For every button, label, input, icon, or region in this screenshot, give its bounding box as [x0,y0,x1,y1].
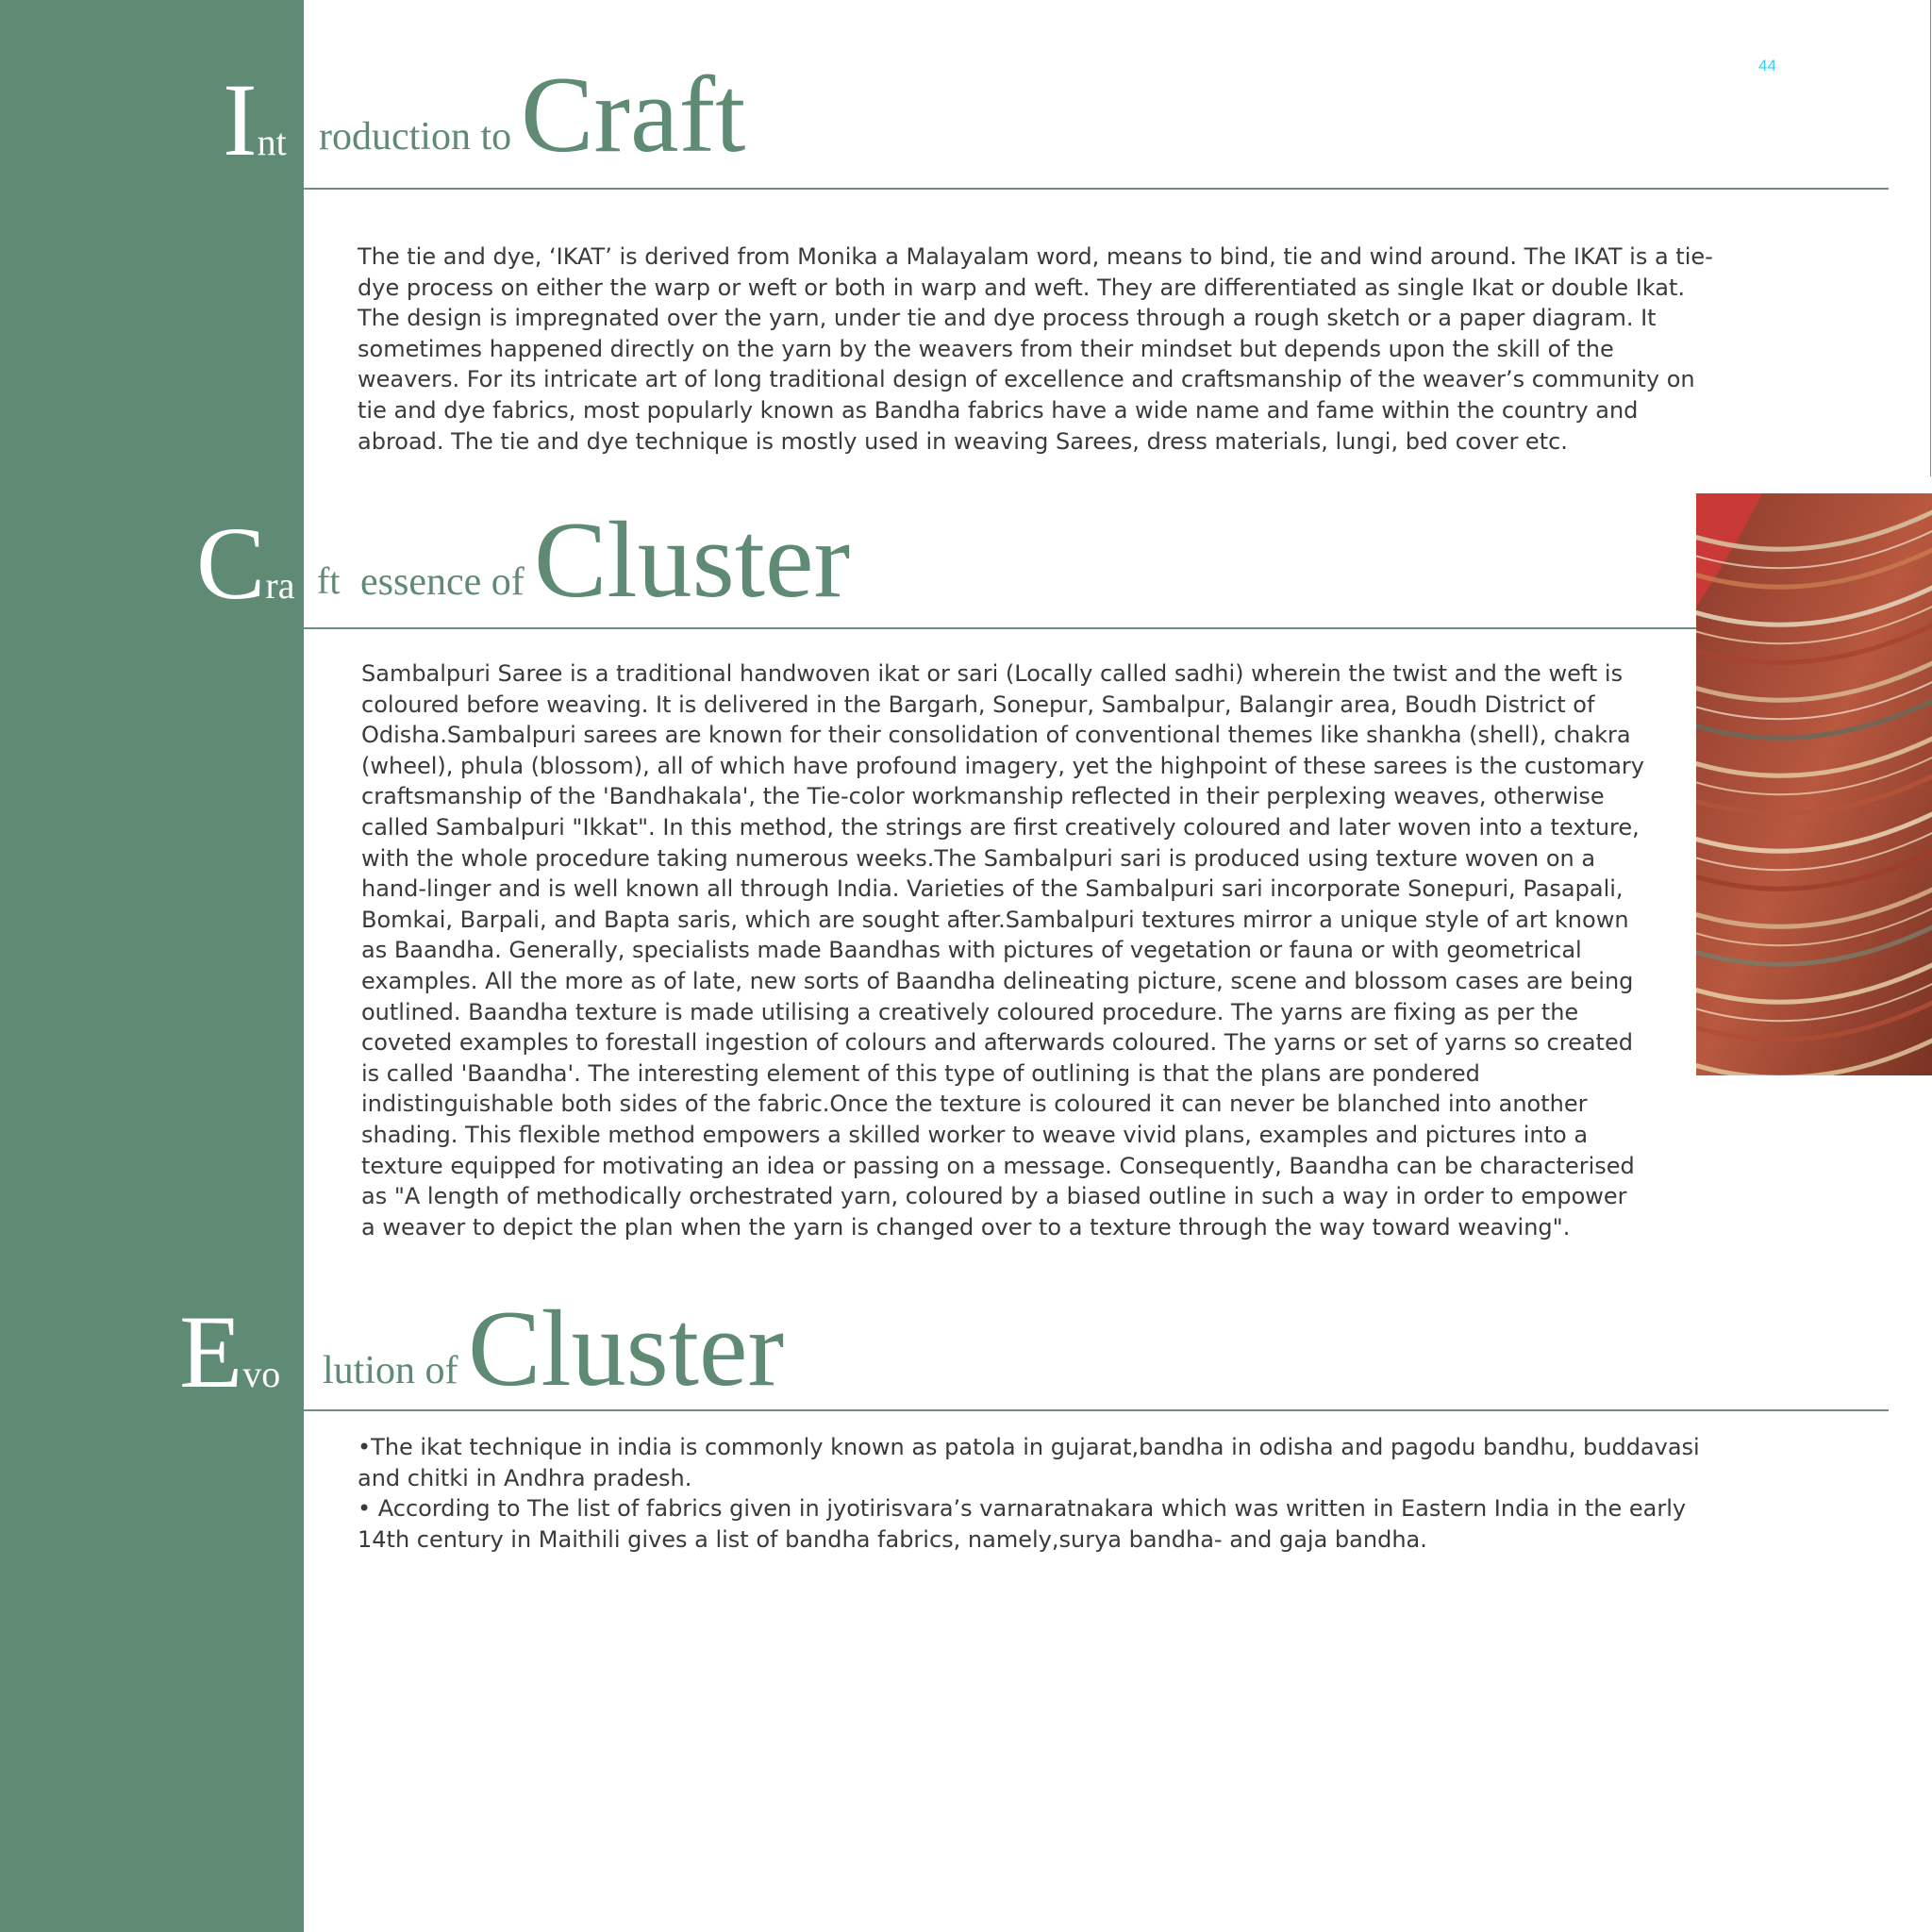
heading-initial-suffix: vo [242,1353,281,1395]
section-body [358,1432,1735,1555]
yarn-photo-graphic [1696,493,1932,1075]
paragraph: The tie and dye, ‘IKAT’ is derived from Monika a Malayalam word, means to bind, tie and wind around. The IKAT is a tie-dye process on either the warp or weft or both in warp and weft. They are differentiated as single Ikat or double Ikat. The design is impregnated over the yarn, under tie and dye process through a rough sketch or a paper diagram. It sometimes happened directly on the yarn by the weavers from their mindset but depends upon the skill of the weavers. For its intricate art of long traditional design of excellence and craftsmanship of the weaver’s community on tie and dye fabrics, most popularly known as Bandha fabrics have a wide name and fame within the country and abroad. The tie and dye technique is mostly used in weaving Sarees, dress materials, lungi, bed cover etc. [358,243,1713,455]
heading-keyword: Cluster [468,1289,785,1409]
bullet-item: •The ikat technique in india is commonly known as patola in gujarat,bandha in odisha and pagodu bandhu, buddavasi and chitki in Andhra pradesh. [358,1434,1700,1491]
heading-initial: I [223,62,258,177]
heading-initial: E [179,1294,243,1409]
section-divider [304,627,1696,629]
paragraph: Sambalpuri Saree is a traditional handwoven ikat or sari (Locally called sadhi) wherein the twist and the weft is coloured before weaving. It is delivered in the Bargarh, Sonepur, Sambalpur, Balangir area, Boudh District of Odisha.Sambalpuri sarees are known for their consolidation of conventional themes like shankha (shell), chakra (wheel), phula (blossom), all of which have profound imagery, yet the highpoint of these sarees is the customary craftsmanship of the 'Bandhakala', the Tie-color workmanship reflected in their perplexing weaves, otherwise called Sambalpuri "Ikkat". In this method, the strings are first creatively coloured and later woven into a texture, with the whole procedure taking numerous weeks.The Sambalpuri sari is produced using texture woven on a hand-linger and is well known all through India. Varieties of the Sambalpuri sari incorporate Sonepuri, Pasapali, Bomkai, Barpali, and Bapta saris, which are sought after.Sambalpuri textures mirror a unique style of art known as Baandha. Generally, specialists made Baandhas with pictures of vegetation or fauna or with geometrical examples. All the more as of late, new sorts of Baandha delineating picture, scene and blossom cases are being outlined. Baandha texture is made utilising a creatively coloured procedure. The yarns are fixing as per the coveted examples to forestall ingestion of colours and afterwards coloured. The yarns or set of yarns so created is called 'Baandha'. The interesting element of this type of outlining is that the plans are pondered indistinguishable both sides of the fabric.Once the texture is coloured it can never be blanched into another shading. This flexible method empowers a skilled worker to weave vivid plans, examples and pictures into a texture equipped for motivating an idea or passing on a message. Consequently, Baandha can be characterised as "A length of methodically orchestrated yarn, coloured by a biased outline in such a way in order to empower a weaver to depict the plan when the yarn is changed over to a texture through the way toward weaving". [361,660,1644,1241]
heading-connector: roduction to [319,115,512,158]
section-body [358,242,1716,457]
heading-keyword: Cluster [534,500,851,621]
heading-initial-suffix: nt [257,121,287,163]
section-divider [304,188,1889,190]
heading-initial-suffix: ra [265,564,295,607]
page-edge-line [1930,0,1931,476]
heading-initial: C [196,506,266,621]
section-heading-introduction [223,62,287,177]
section-body [361,658,1644,1242]
sidebar-band [0,0,304,1932]
section-heading-craft-essence [196,506,295,621]
bullet-item: • According to The list of fabrics given in jyotirisvara’s varnaratnakara which was written in Eastern India in the early 14th century in Maithili gives a list of bandha fabrics, namely,surya bandha- and gaja bandha. [358,1495,1687,1553]
heading-connector: lution of [323,1349,458,1392]
heading-initial-suffix-outside: ft [317,559,341,602]
heading-connector: essence of [360,560,525,604]
yarn-bundle-photo [1696,493,1932,1075]
heading-keyword: Craft [521,55,746,175]
section-divider [304,1409,1889,1411]
section-heading-evolution [179,1294,281,1409]
page-number: 44 [1758,57,1776,75]
